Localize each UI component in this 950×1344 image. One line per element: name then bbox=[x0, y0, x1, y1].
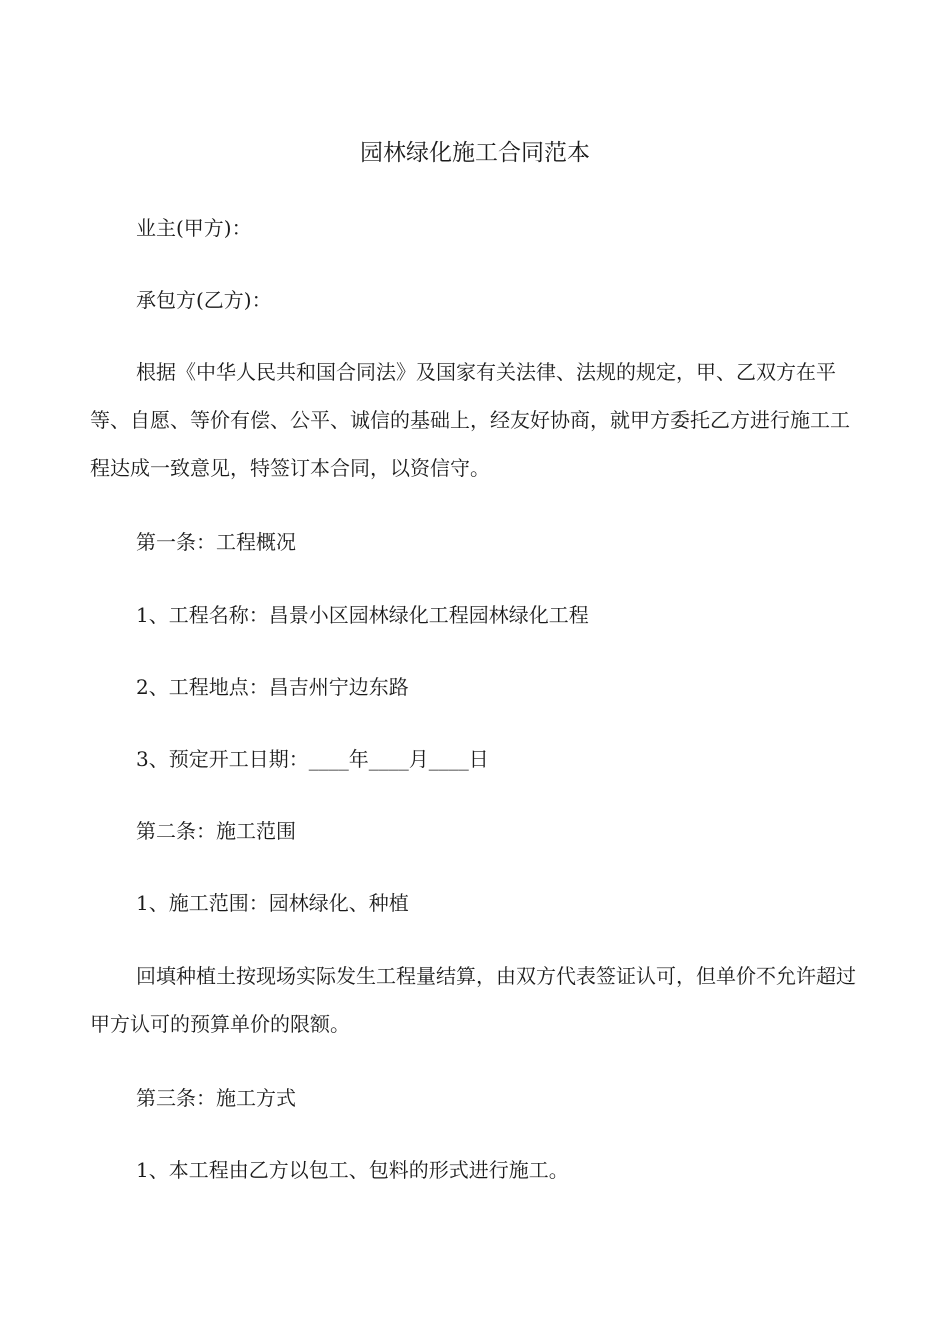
paragraph-text: 业主(甲方)： bbox=[136, 216, 252, 240]
paragraph-text: 回填种植土按现场实际发生工程量结算，由双方代表签证认可，但单价不允许超过甲方认可的预算单价的限额。 bbox=[90, 964, 856, 1036]
paragraph-owner-party-a bbox=[90, 216, 865, 240]
paragraph-backfill-settlement bbox=[90, 952, 865, 1048]
paragraph-text: 1、工程名称：昌景小区园林绿化工程园林绿化工程 bbox=[136, 603, 589, 627]
paragraph-text: 根据《中华人民共和国合同法》及国家有关法律、法规的规定，甲、乙双方在平等、自愿、等价有偿、公平、诚信的基础上，经友好协商，就甲方委托乙方进行施工工程达成一致意见，特签订本合同，以资信守。 bbox=[90, 360, 850, 480]
paragraph-text: 2、工程地点：昌吉州宁边东路 bbox=[136, 675, 409, 699]
paragraph-preamble bbox=[90, 348, 865, 492]
section-heading-article-1 bbox=[90, 530, 865, 554]
paragraph-text: 第三条：施工方式 bbox=[136, 1086, 296, 1110]
paragraph-text: 第二条：施工范围 bbox=[136, 819, 296, 843]
section-heading-article-3 bbox=[90, 1086, 865, 1110]
item-construction-method bbox=[90, 1158, 865, 1182]
item-project-location bbox=[90, 675, 865, 699]
paragraph-contractor-party-b bbox=[90, 288, 865, 312]
paragraph-text: 1、本工程由乙方以包工、包料的形式进行施工。 bbox=[136, 1158, 569, 1182]
paragraph-text: 第一条：工程概况 bbox=[136, 530, 296, 554]
paragraph-text: 承包方(乙方)： bbox=[136, 288, 272, 312]
document-title: 园林绿化施工合同范本 bbox=[360, 140, 590, 166]
item-construction-scope bbox=[90, 891, 865, 915]
item-start-date bbox=[90, 747, 865, 771]
paragraph-text: 3、预定开工日期：____年____月____日 bbox=[136, 747, 489, 771]
item-project-name bbox=[90, 603, 865, 627]
section-heading-article-2 bbox=[90, 819, 865, 843]
paragraph-text: 1、施工范围：园林绿化、种植 bbox=[136, 891, 409, 915]
